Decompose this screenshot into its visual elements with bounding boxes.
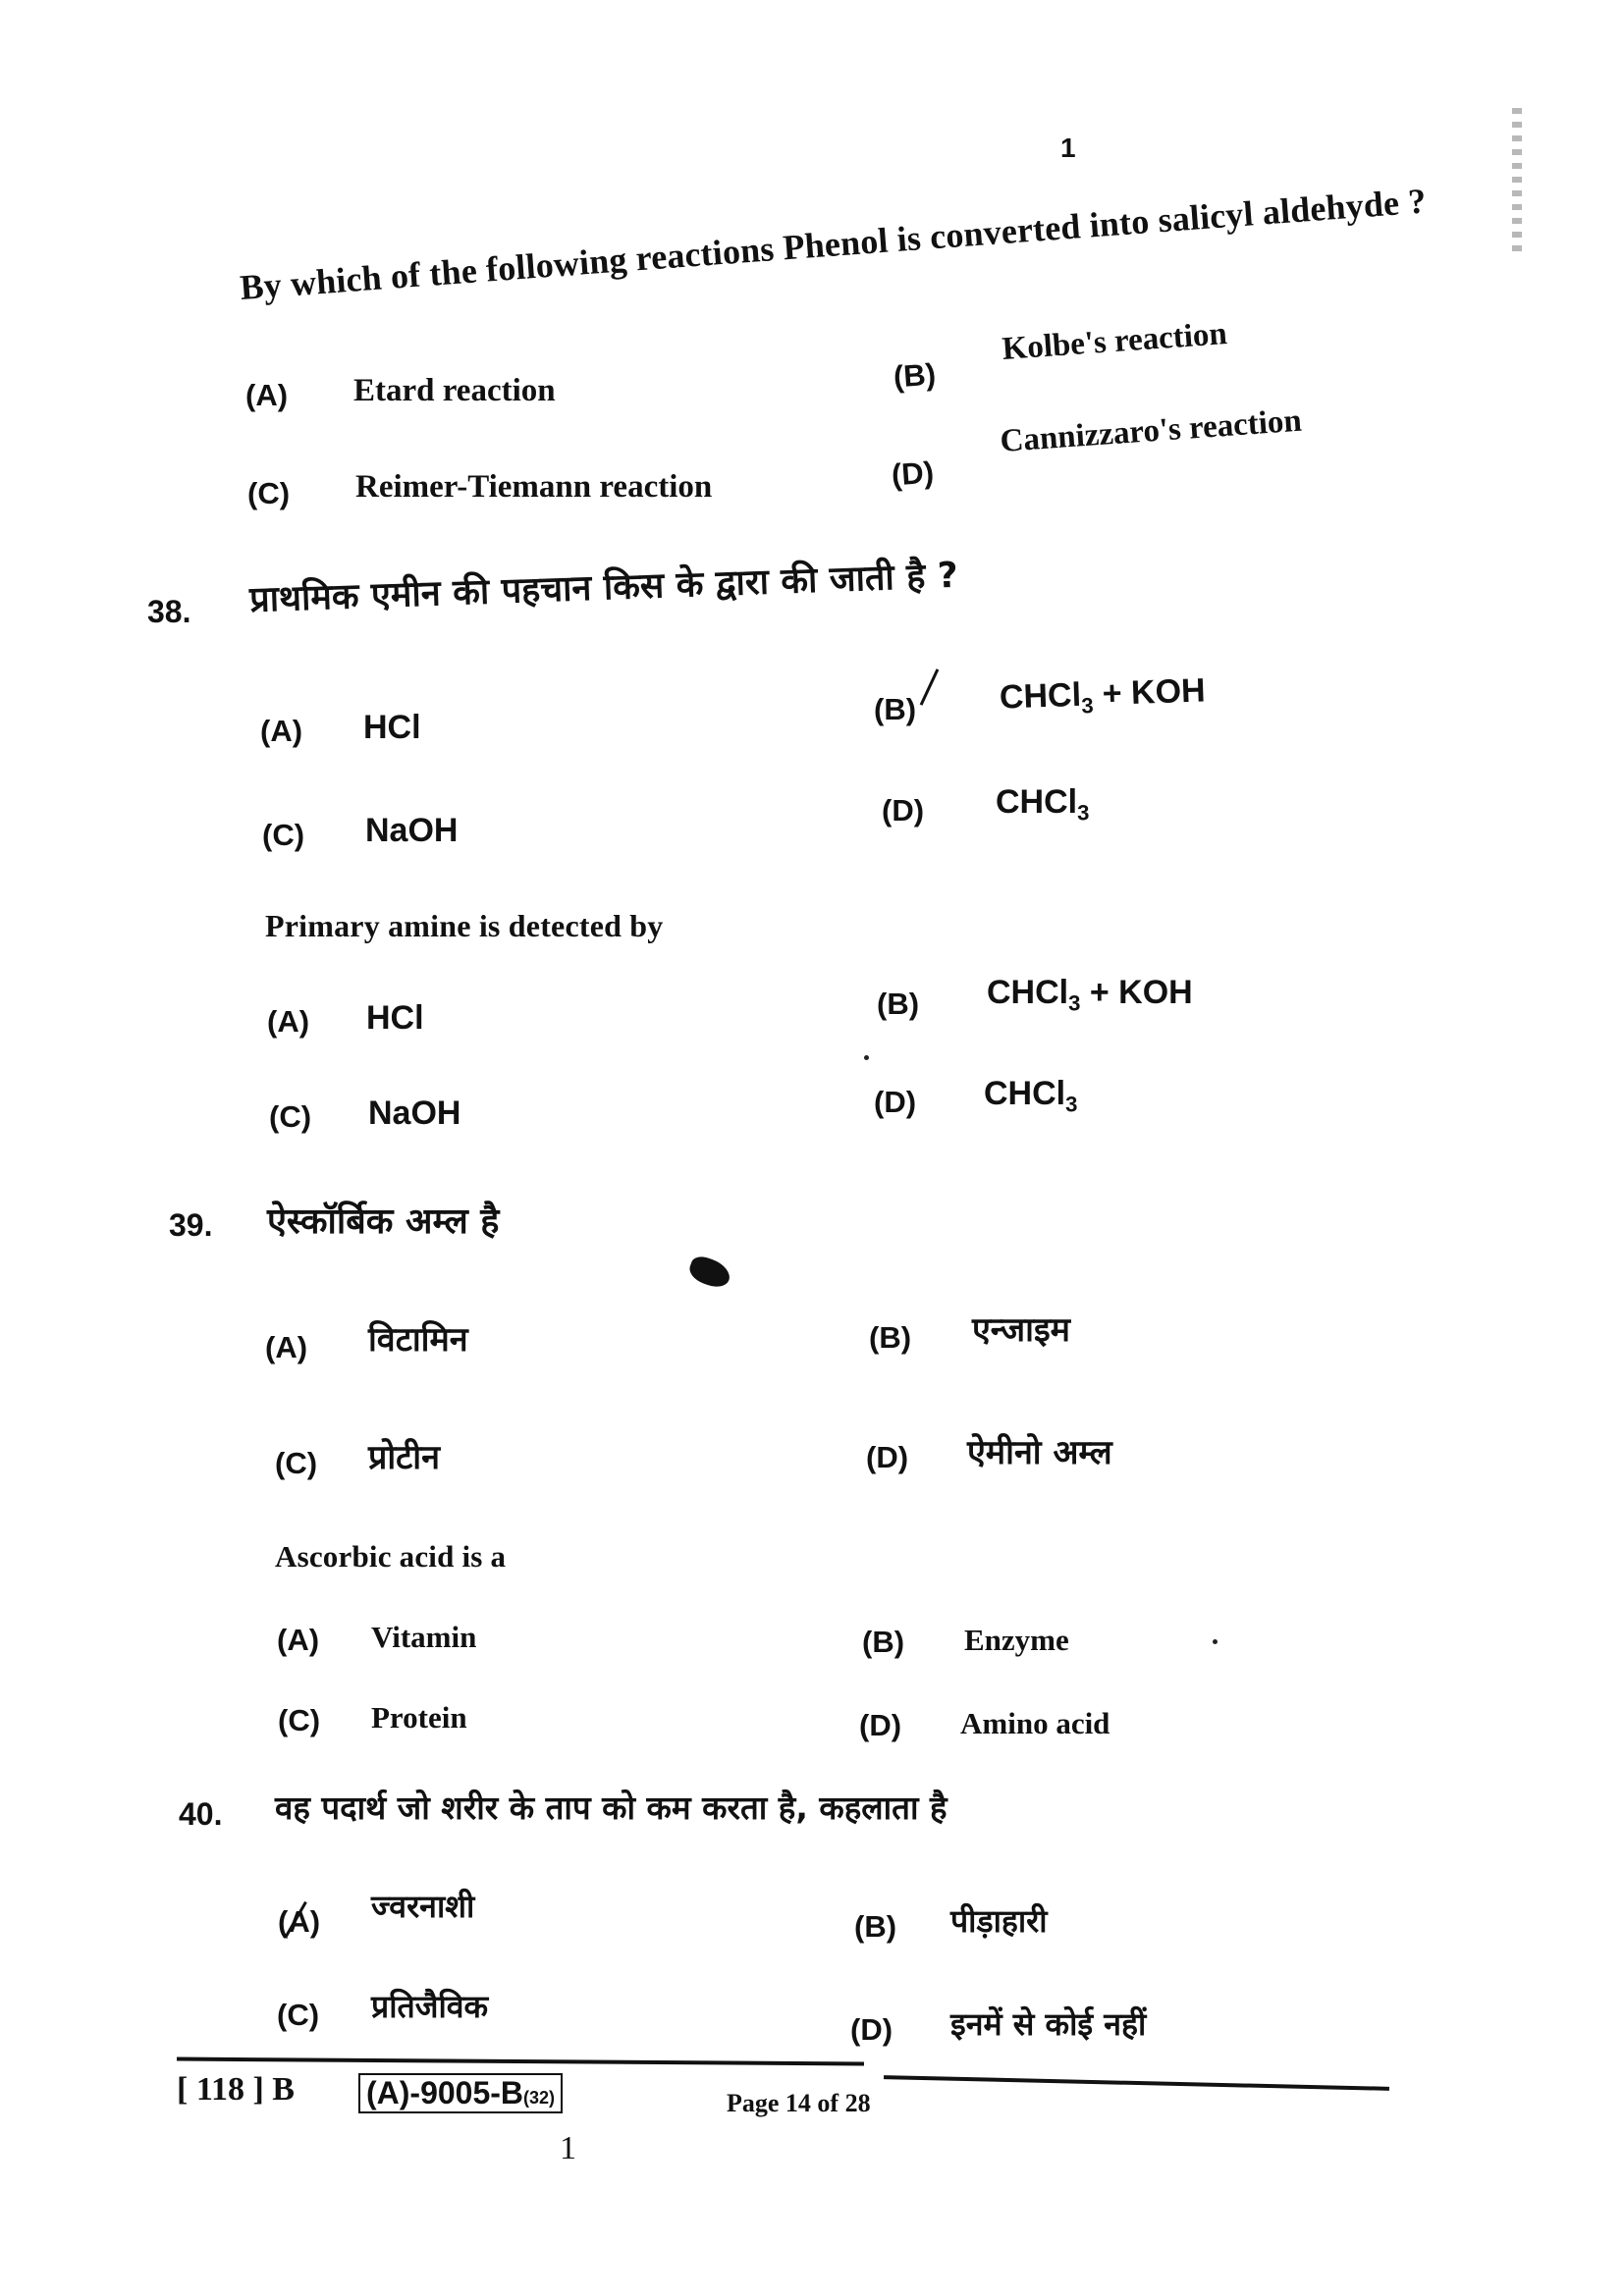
option-label: (B) bbox=[854, 1909, 897, 1944]
option-label: (C) bbox=[247, 476, 291, 510]
option-text: HCl bbox=[366, 999, 424, 1037]
option-label-marked: (A) bbox=[278, 1904, 321, 1939]
formula-tail: + KOH bbox=[1080, 974, 1193, 1011]
question-number: 40. bbox=[179, 1796, 223, 1832]
option-label: (D) bbox=[882, 793, 925, 828]
option-label: (A) bbox=[267, 1004, 310, 1039]
option-text: विटामिन bbox=[368, 1320, 468, 1360]
option-text bbox=[987, 974, 1193, 1017]
option-label: (A) bbox=[277, 1623, 320, 1657]
option-text: प्रतिजैविक bbox=[371, 1988, 489, 2025]
option-label: (D) bbox=[890, 454, 936, 493]
scan-edge-artifact bbox=[1512, 108, 1522, 255]
option-label: (C) bbox=[275, 1446, 318, 1480]
question-text: By which of the following reactions Phenol is converted into salicyl aldehyde ? bbox=[238, 181, 1428, 308]
option-text: Vitamin bbox=[371, 1620, 477, 1654]
option-label: (D) bbox=[866, 1440, 909, 1474]
question-text-hindi: ऐस्कॉर्बिक अम्ल है bbox=[267, 1201, 500, 1242]
option-text: Reimer-Tiemann reaction bbox=[355, 469, 713, 505]
question-number: 38. bbox=[147, 594, 191, 629]
option-label: (D) bbox=[859, 1708, 902, 1742]
subscript: 3 bbox=[1077, 800, 1090, 826]
option-text: पीड़ाहारी bbox=[950, 1902, 1048, 1940]
option-text: प्रोटीन bbox=[368, 1438, 440, 1477]
question-text-english: Primary amine is detected by bbox=[265, 908, 664, 943]
option-text: ऐमीनो अम्ल bbox=[967, 1433, 1112, 1472]
page-marker-top: 1 bbox=[1060, 133, 1076, 163]
option-label: (C) bbox=[269, 1099, 312, 1134]
option-text: Protein bbox=[371, 1700, 467, 1735]
option-text: एन्जाइम bbox=[972, 1310, 1070, 1350]
formula: CHCl bbox=[996, 783, 1078, 821]
question-text-hindi: प्राथमिक एमीन की पहचान किस के द्वारा की जाती है ? bbox=[248, 555, 959, 621]
option-label-ticked: (B) bbox=[874, 692, 917, 726]
option-text: Etard reaction bbox=[353, 373, 556, 408]
option-label: (C) bbox=[277, 1998, 320, 2032]
option-label: (B) bbox=[862, 1625, 905, 1659]
paper-code-suffix: (32) bbox=[523, 2088, 556, 2108]
option-text: HCl bbox=[363, 709, 421, 746]
footer-rule-left bbox=[177, 2057, 864, 2066]
option-text: Enzyme bbox=[964, 1623, 1069, 1657]
question-number: 39. bbox=[169, 1207, 213, 1243]
option-text bbox=[999, 671, 1206, 721]
paper-code bbox=[358, 2073, 563, 2113]
option-text: Kolbe's reaction bbox=[1001, 316, 1228, 368]
option-text: ज्वरनाशी bbox=[371, 1888, 475, 1925]
option-text: NaOH bbox=[368, 1095, 461, 1132]
page-number: Page 14 of 28 bbox=[727, 2089, 871, 2117]
footer-rule-right bbox=[884, 2075, 1389, 2091]
stray-mark bbox=[864, 1055, 869, 1060]
option-label: (A) bbox=[265, 1330, 308, 1364]
option-label: (B) bbox=[869, 1320, 912, 1355]
option-text: Amino acid bbox=[960, 1706, 1110, 1740]
set-code: [ 118 ] B bbox=[177, 2071, 295, 2108]
formula: CHCl bbox=[999, 675, 1082, 717]
option-label: (D) bbox=[850, 2012, 893, 2047]
formula: CHCl bbox=[987, 974, 1069, 1011]
option-text bbox=[996, 783, 1089, 827]
subscript: 3 bbox=[1068, 990, 1081, 1016]
option-label: (A) bbox=[245, 378, 289, 412]
option-text: Cannizzaro's reaction bbox=[999, 402, 1303, 460]
subscript: 3 bbox=[1080, 693, 1095, 719]
option-text: इनमें से कोई नहीं bbox=[950, 2005, 1147, 2043]
option-label: (D) bbox=[874, 1085, 917, 1119]
check-mark-icon bbox=[920, 668, 940, 706]
stray-mark bbox=[1213, 1639, 1218, 1644]
formula: CHCl bbox=[984, 1075, 1066, 1112]
question-text-hindi: वह पदार्थ जो शरीर के ताप को कम करता है, कहलाता है bbox=[275, 1789, 947, 1827]
paper-code-main: (A)-9005-B bbox=[366, 2075, 524, 2110]
option-text bbox=[984, 1075, 1077, 1118]
option-label: (B) bbox=[892, 356, 938, 395]
option-label: (C) bbox=[278, 1703, 321, 1737]
ink-blot bbox=[686, 1254, 733, 1292]
option-label: (C) bbox=[262, 818, 305, 852]
question-text-english: Ascorbic acid is a bbox=[275, 1539, 507, 1574]
formula-tail: + KOH bbox=[1092, 671, 1207, 714]
option-label: (B) bbox=[877, 987, 920, 1021]
option-text: NaOH bbox=[365, 812, 459, 849]
subscript: 3 bbox=[1065, 1092, 1078, 1117]
bottom-mark: 1 bbox=[560, 2130, 576, 2166]
option-label: (A) bbox=[260, 714, 303, 748]
